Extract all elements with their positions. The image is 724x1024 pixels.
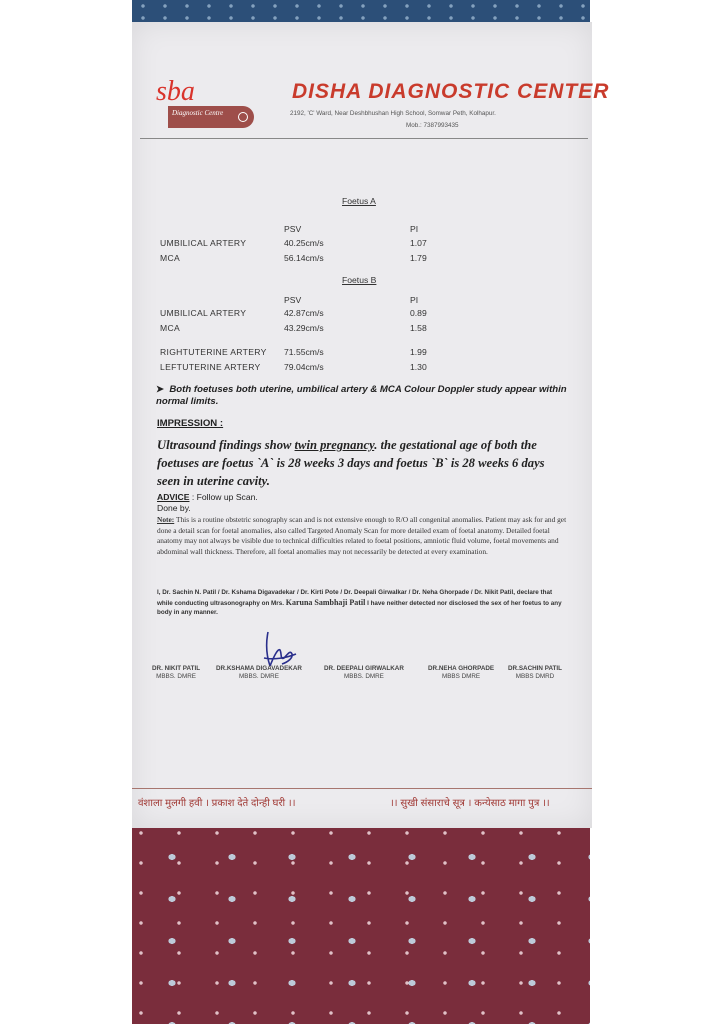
left-uterine-pi: 1.30 bbox=[410, 362, 427, 372]
left-uterine-label: LEFTUTERINE ARTERY bbox=[160, 362, 261, 372]
foetus-b-title: Foetus B bbox=[342, 275, 377, 285]
foetus-a-title: Foetus A bbox=[342, 196, 376, 206]
doctor-name: DR.KSHAMA DIGAVADEKAR bbox=[216, 665, 302, 672]
foetus-a-mca-pi: 1.79 bbox=[410, 253, 427, 263]
logo-text: sba bbox=[156, 76, 195, 107]
impression-text bbox=[157, 436, 567, 490]
advice-label: ADVICE bbox=[157, 492, 190, 502]
clinic-address: 2192, 'C' Ward, Near Deshbhushan High School, Somwar Peth, Kolhapur. bbox=[290, 110, 496, 117]
clinic-mobile: Mob.: 7387993435 bbox=[406, 122, 459, 129]
note-label: Note: bbox=[157, 515, 175, 524]
foetus-b-umbilical-label: UMBILICAL ARTERY bbox=[160, 308, 247, 318]
foetus-a-umbilical-psv: 40.25cm/s bbox=[284, 238, 324, 248]
patient-name: Karuna Sambhaji Patil bbox=[285, 597, 366, 607]
doppler-summary-text: Both foetuses both uterine, umbilical artery & MCA Colour Doppler study appear within normal limits. bbox=[156, 384, 567, 407]
note-text: This is a routine obstetric sonography scan and is not extensive enough to R/O all congenital anomalies. Patient may ask for and get done a detail scan for foetal anomalies, also called Targeted Anomaly Scan for more detailed exam of foetal anatomy. Detailed foetal anatomy may not always be visible due to technical difficulties related to foetal positions, amniotic fluid volume, foetal movements and abdominal wall thickness. Therefore, all foetal anomalies may not necessarily be detected at every examination. bbox=[157, 515, 567, 556]
foetus-a-mca-label: MCA bbox=[160, 253, 180, 263]
doctor-qualification: MBBS DMRD bbox=[515, 673, 555, 680]
impression-part-1: Ultrasound findings show bbox=[157, 438, 295, 452]
arrow-bullet-icon: ➤ bbox=[156, 384, 170, 395]
logo-subtext: Diagnostic Centre bbox=[172, 109, 224, 117]
declaration-part-1: I, Dr. Sachin N. Patil / Dr. Kshama Digavadekar / Dr. Kirti Pote / Dr. Deepali Girwalkar / Dr. Neha Ghorpade / Dr. Nikit Patil, declare that while conducting ultrasonography on Mrs. bbox=[157, 589, 553, 607]
foetus-a-psv-header: PSV bbox=[284, 224, 302, 234]
doctor-qualification: MBBS. DMRE bbox=[156, 673, 196, 680]
foetus-b-umbilical-psv: 42.87cm/s bbox=[284, 308, 324, 318]
doctor-nikit-patil bbox=[152, 665, 200, 680]
footer-divider bbox=[132, 788, 592, 789]
doctor-kshama-digavadekar bbox=[216, 665, 302, 680]
disclaimer-note bbox=[157, 515, 567, 557]
clinic-name: DISHA DIAGNOSTIC CENTER bbox=[292, 80, 610, 103]
advice-text: : Follow up Scan. bbox=[189, 492, 258, 502]
foetus-b-pi-header: PI bbox=[410, 295, 419, 305]
letterhead bbox=[140, 76, 610, 144]
pcpndt-declaration bbox=[157, 588, 569, 618]
foetus-a-pi-header: PI bbox=[410, 224, 419, 234]
logo-ring-icon bbox=[238, 112, 248, 122]
right-uterine-label: RIGHTUTERINE ARTERY bbox=[160, 347, 267, 357]
doctor-name: DR. NIKIT PATIL bbox=[152, 665, 201, 672]
doppler-summary bbox=[156, 384, 576, 408]
footer-slogan-right: ।। सुखी संसाराचे सूत्र । कन्येसाठ मागा पुत्र ।। bbox=[390, 798, 550, 809]
foetus-b-mca-psv: 43.29cm/s bbox=[284, 323, 324, 333]
doctor-name: DR.NEHA GHORPADE bbox=[428, 665, 495, 672]
doctor-name: DR.SACHIN PATIL bbox=[508, 665, 562, 672]
advice bbox=[157, 492, 258, 502]
foetus-b-psv-header: PSV bbox=[284, 295, 302, 305]
doctor-qualification: MBBS. DMRE bbox=[344, 673, 384, 680]
background-pattern-bottom bbox=[132, 828, 590, 1024]
foetus-a-umbilical-label: UMBILICAL ARTERY bbox=[160, 238, 247, 248]
impression-part-2: . the gestational age of both the foetuses are foetus `A` is 28 weeks 3 days and foetus `B` is 28 weeks 6 days seen in uterine cavity. bbox=[157, 438, 545, 488]
doctor-neha-ghorpade bbox=[428, 665, 494, 680]
foetus-b-umbilical-pi: 0.89 bbox=[410, 308, 427, 318]
doctor-qualification: MBBS DMRE bbox=[441, 673, 481, 680]
declaration-part-2: I have neither detected nor disclosed the sex of her foetus to any body in any manner. bbox=[157, 599, 562, 616]
foetus-a-mca-psv: 56.14cm/s bbox=[284, 253, 324, 263]
done-by: Done by. bbox=[157, 503, 191, 513]
doctor-sachin-patil bbox=[508, 665, 562, 680]
impression-heading: IMPRESSION : bbox=[157, 418, 224, 429]
doctor-qualification: MBBS. DMRE bbox=[239, 673, 279, 680]
doctor-deepali-girwalkar bbox=[324, 665, 404, 680]
foetus-b-mca-label: MCA bbox=[160, 323, 180, 333]
clinic-logo bbox=[146, 76, 256, 136]
footer-slogan-left: वंशाला मुलगी हवी । प्रकाश देते दोन्ही घरी ।। bbox=[138, 798, 296, 809]
left-uterine-psv: 79.04cm/s bbox=[284, 362, 324, 372]
right-uterine-pi: 1.99 bbox=[410, 347, 427, 357]
header-divider bbox=[140, 138, 588, 139]
right-uterine-psv: 71.55cm/s bbox=[284, 347, 324, 357]
report-paper bbox=[132, 22, 610, 828]
foetus-a-umbilical-pi: 1.07 bbox=[410, 238, 427, 248]
foetus-b-mca-pi: 1.58 bbox=[410, 323, 427, 333]
impression-diagnosis: twin pregnancy bbox=[294, 438, 375, 452]
doctor-name: DR. DEEPALI GIRWALKAR bbox=[324, 665, 404, 672]
